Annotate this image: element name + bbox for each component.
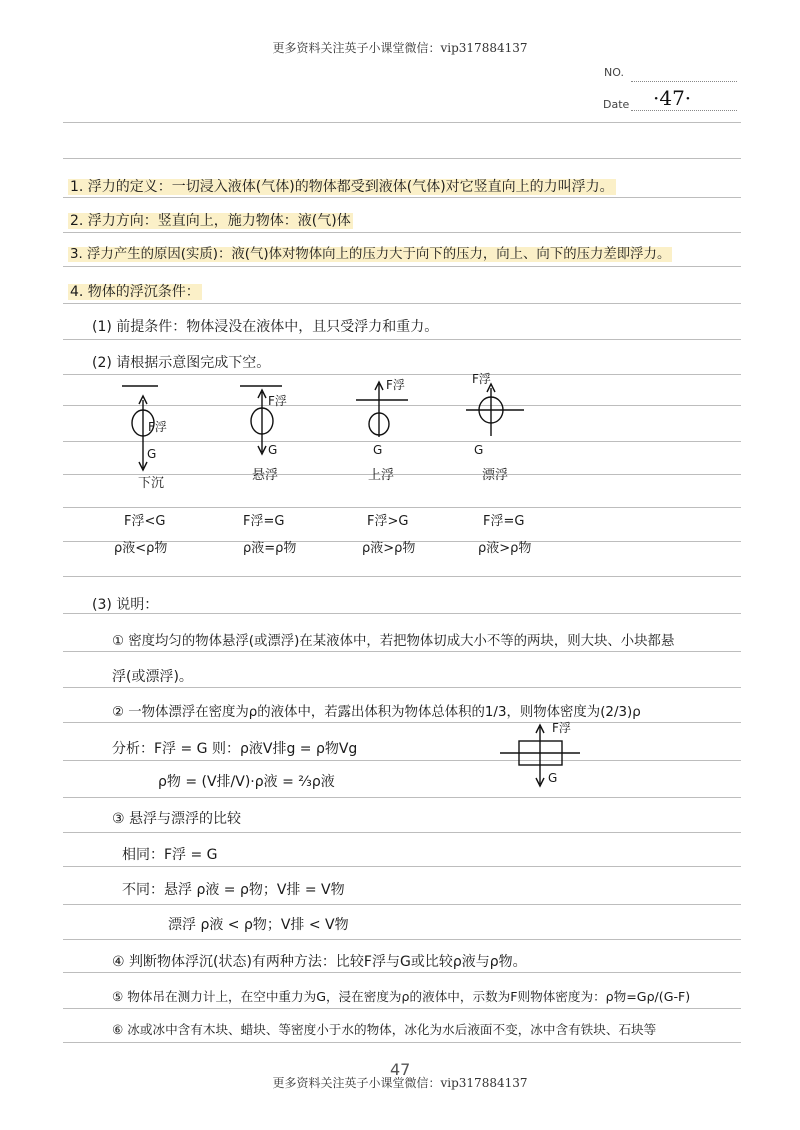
note-3: ③ 悬浮与漂浮的比较 <box>112 811 242 827</box>
force-relation: F浮=G <box>483 514 525 529</box>
cause-line: 3. 浮力产生的原因(实质)：液(气)体对物体向上的压力大于向下的压力，向上、向下的压力差即浮力。 <box>70 247 671 262</box>
buoyant-force-label: F浮 <box>386 378 405 392</box>
conditions-heading: 4. 物体的浮沉条件： <box>70 284 200 300</box>
density-relation: ρ液<ρ物 <box>114 541 168 556</box>
note-2-result: ρ物 = (V排/V)·ρ液 = ⅔ρ液 <box>158 774 335 790</box>
gravity-label: G <box>147 447 157 461</box>
density-relation: ρ液=ρ物 <box>243 541 297 556</box>
gravity-label: G <box>474 443 484 457</box>
state-name: 悬浮 <box>252 468 279 483</box>
gravity-label: G <box>373 443 383 457</box>
date-value: ·47· <box>653 86 692 110</box>
diagram-instruction: (2) 请根据示意图完成下空。 <box>92 355 271 371</box>
explanation-heading: (3) 说明： <box>92 597 159 613</box>
small-gravity-label: G <box>548 771 558 785</box>
premise-line: (1) 前提条件：物体浸没在液体中，且只受浮力和重力。 <box>92 319 439 335</box>
note-2-analysis: 分析：F浮 = G 则：ρ液V排g = ρ物Vg <box>112 741 358 757</box>
note-6: ⑥ 冰或冰中含有木块、蜡块、等密度小于水的物体，冰化为水后液面不变，冰中含有铁块、石块等 <box>112 1022 657 1037</box>
note-5: ⑤ 物体吊在测力计上，在空中重力为G，浸在密度为ρ的液体中，示数为F则物体密度为：ρ物=Gρ/(G-F) <box>112 989 691 1004</box>
direction-line: 2. 浮力方向：竖直向上，施力物体：液(气)体 <box>70 213 351 229</box>
state-name: 漂浮 <box>482 468 509 483</box>
small-buoyant-force-label: F浮 <box>552 721 571 735</box>
state-name: 下沉 <box>138 476 165 491</box>
note-3-same: 相同：F浮 = G <box>122 847 218 863</box>
gravity-label: G <box>268 443 278 457</box>
date-label: Date <box>603 98 630 111</box>
note-1-cont: 浮(或漂浮)。 <box>112 669 193 685</box>
footer-watermark: 更多资料关注英子小课堂微信：vip317884137 <box>272 1076 528 1090</box>
force-relation: F浮>G <box>367 514 409 529</box>
note-4: ④ 判断物体浮沉(状态)有两种方法：比较F浮与G或比较ρ液与ρ物。 <box>112 954 527 970</box>
note-2: ② 一物体漂浮在密度为ρ的液体中，若露出体积为物体总体积的1/3，则物体密度为(2/3)ρ <box>112 705 641 720</box>
page-number: 47 <box>390 1060 411 1079</box>
note-3-diff: 不同：悬浮 ρ液 = ρ物；V排 = V物 <box>122 882 345 898</box>
definition-line: 1. 浮力的定义：一切浸入液体(气体)的物体都受到液体(气体)对它竖直向上的力叫浮力。 <box>70 179 614 195</box>
density-relation: ρ液>ρ物 <box>362 541 416 556</box>
header-watermark: 更多资料关注英子小课堂微信：vip317884137 <box>272 41 528 55</box>
note-1: ① 密度均匀的物体悬浮(或漂浮)在某液体中，若把物体切成大小不等的两块，则大块、小块都悬 <box>112 634 675 649</box>
buoyant-force-label: F浮 <box>148 420 167 434</box>
note-3-diff2: 漂浮 ρ液 < ρ物；V排 < V物 <box>168 917 349 933</box>
force-relation: F浮<G <box>124 514 166 529</box>
no-label: NO. <box>604 66 624 79</box>
buoyant-force-label: F浮 <box>268 394 287 408</box>
force-relation: F浮=G <box>243 514 285 529</box>
density-relation: ρ液>ρ物 <box>478 541 532 556</box>
state-name: 上浮 <box>368 468 395 483</box>
buoyant-force-label: F浮 <box>472 372 491 386</box>
